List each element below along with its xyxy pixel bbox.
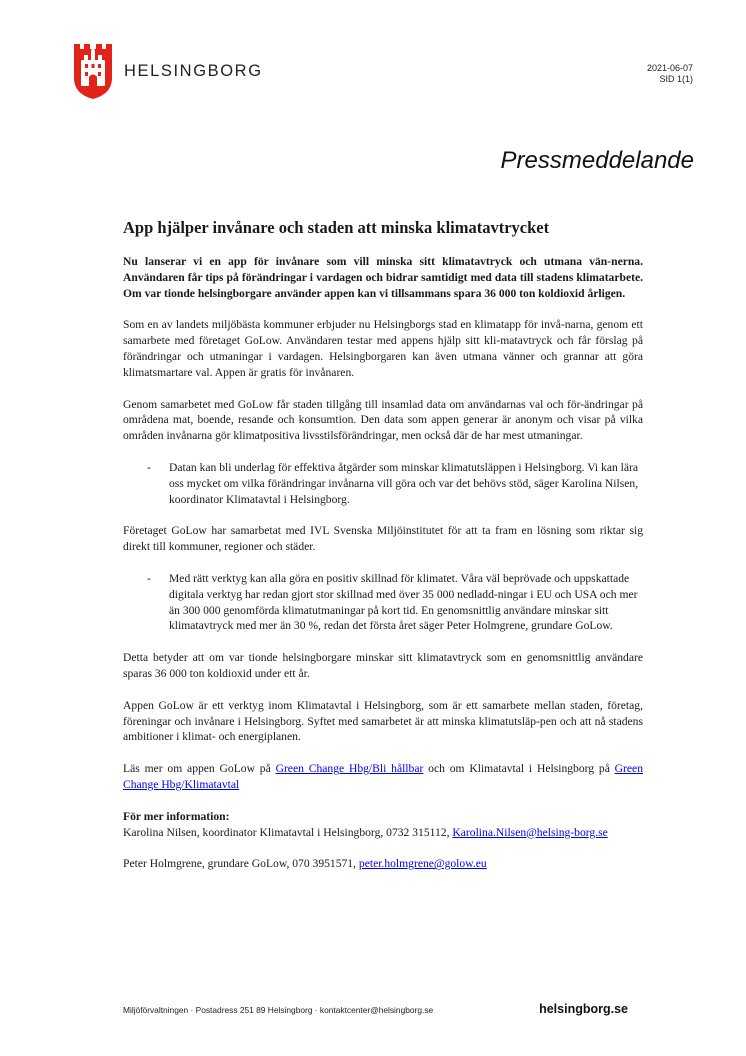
document-type: Pressmeddelande: [500, 147, 694, 174]
contact-peter: [123, 856, 643, 872]
footer-website: helsingborg.se: [539, 1002, 628, 1016]
page-number: SID 1(1): [659, 74, 693, 84]
paragraph-5: Appen GoLow är ett verktyg inom Klimatavtal i Helsingborg, som är ett samarbete mellan staden, företag, föreningar och invånare i Helsingborg. Syftet med samarbetet är att minska klimatutsläp-pen och att nå stadens ambitioner i klimat- och energiplanen.: [123, 698, 643, 744]
footer-address: Miljöförvaltningen · Postadress 251 89 Helsingborg · kontaktcenter@helsingborg.se: [123, 1005, 434, 1015]
brand-name: HELSINGBORG: [124, 62, 263, 80]
helsingborg-crest-icon: [72, 42, 114, 100]
paragraph-1: Som en av landets miljöbästa kommuner erbjuder nu Helsingborgs stad en klimatapp för invå-narna, genom ett samarbete med företaget GoLow. Användaren testar med appens hjälp sitt kli-matavtryck och får förslag på förändringar och utmaningar i vardagen. Helsingborgaren kan även utmana vänner och grannar att göra klimatsmartare val. Appen är gratis för invånaren.: [123, 318, 643, 379]
link-klimatavtal[interactable]: Green Change Hbg/Klimatavtal: [123, 762, 643, 791]
paragraph-3: Företaget GoLow har samarbetat med IVL Svenska Miljöinstitutet för att ta fram en lösning som riktar sig direkt till kommuner, regioner och städer.: [123, 524, 643, 554]
contact-karolina-text: Karolina Nilsen, koordinator Klimatavtal i Helsingborg, 0732 315112,: [123, 825, 453, 839]
link-bli-hallbar[interactable]: Green Change Hbg/Bli hållbar: [275, 762, 424, 776]
paragraph-2: Genom samarbetet med GoLow får staden tillgång till insamlad data om användarnas val och för-ändringar på områdena mat, boende, resande och konsumtion. Den data som appen generar är anonym och visar på vilka områden invånarna gör klimatpositiva livsstilsförändringar, men också där de har mest utmaningar.: [123, 397, 643, 443]
article-title: App hjälper invånare och staden att minska klimatavtrycket: [123, 218, 550, 237]
contact-peter-text: Peter Holmgrene, grundare GoLow, 070 3951571,: [123, 857, 359, 871]
document-date: 2021-06-07: [646, 63, 693, 73]
page-footer: [123, 1002, 628, 1016]
read-more-middle: och om Klimatavtal i Helsingborg på: [423, 762, 610, 776]
read-more-prefix: Läs mer om appen GoLow på: [123, 762, 276, 776]
document-meta: [647, 63, 693, 85]
read-more-paragraph: [123, 761, 643, 793]
quote-peter: [123, 571, 643, 634]
email-link-peter[interactable]: peter.holmgrene@golow.eu: [358, 857, 487, 871]
article-body: [123, 218, 643, 888]
contact-karolina: [123, 809, 643, 841]
quote-dash: -: [147, 571, 151, 585]
quote-text: Datan kan bli underlag för effektiva åtgärder som minskar klimatutsläppen i Helsingborg. Vi kan lära oss mycket om vilka förändringar invånarna vill göra och var det behövs stöd, säger Karolina Nilsen, koordinator Klimatavtal i Helsingborg.: [169, 460, 639, 506]
email-link-karolina[interactable]: Karolina.Nilsen@helsing-borg.se: [452, 825, 608, 839]
quote-text: Med rätt verktyg kan alla göra en positiv skillnad för klimatet. Våra väl beprövade och uppskattade digitala verktyg har redan gjort stor skillnad med över 35 000 nedladd-ningar i EU och USA och mer än 300 000 genomförda klimatutmaningar på kort tid. En genomsnittlig användare minskar sitt klimatavtryck med mer än 30 %, redan det första året säger Peter Holmgrene, grundare GoLow.: [169, 571, 638, 633]
info-heading: För mer information:: [123, 809, 230, 823]
paragraph-4: Detta betyder att om var tionde helsingborgare minskar sitt klimatavtryck som en genomsnittlig användare sparas 36 000 ton koldioxid under ett år.: [123, 651, 643, 680]
quote-dash: -: [147, 460, 151, 474]
lead-paragraph: Nu lanserar vi en app för invånare som vill minska sitt klimatavtryck och utmana vän-nerna. Användaren får tips på förändringar i vardagen och bidrar samtidigt med data till stadens klimatarbete. Om var tionde helsingborgare använder appen kan vi tillsammans spara 36 000 ton koldioxid årligen.: [123, 255, 643, 300]
quote-karolina: [123, 460, 643, 507]
